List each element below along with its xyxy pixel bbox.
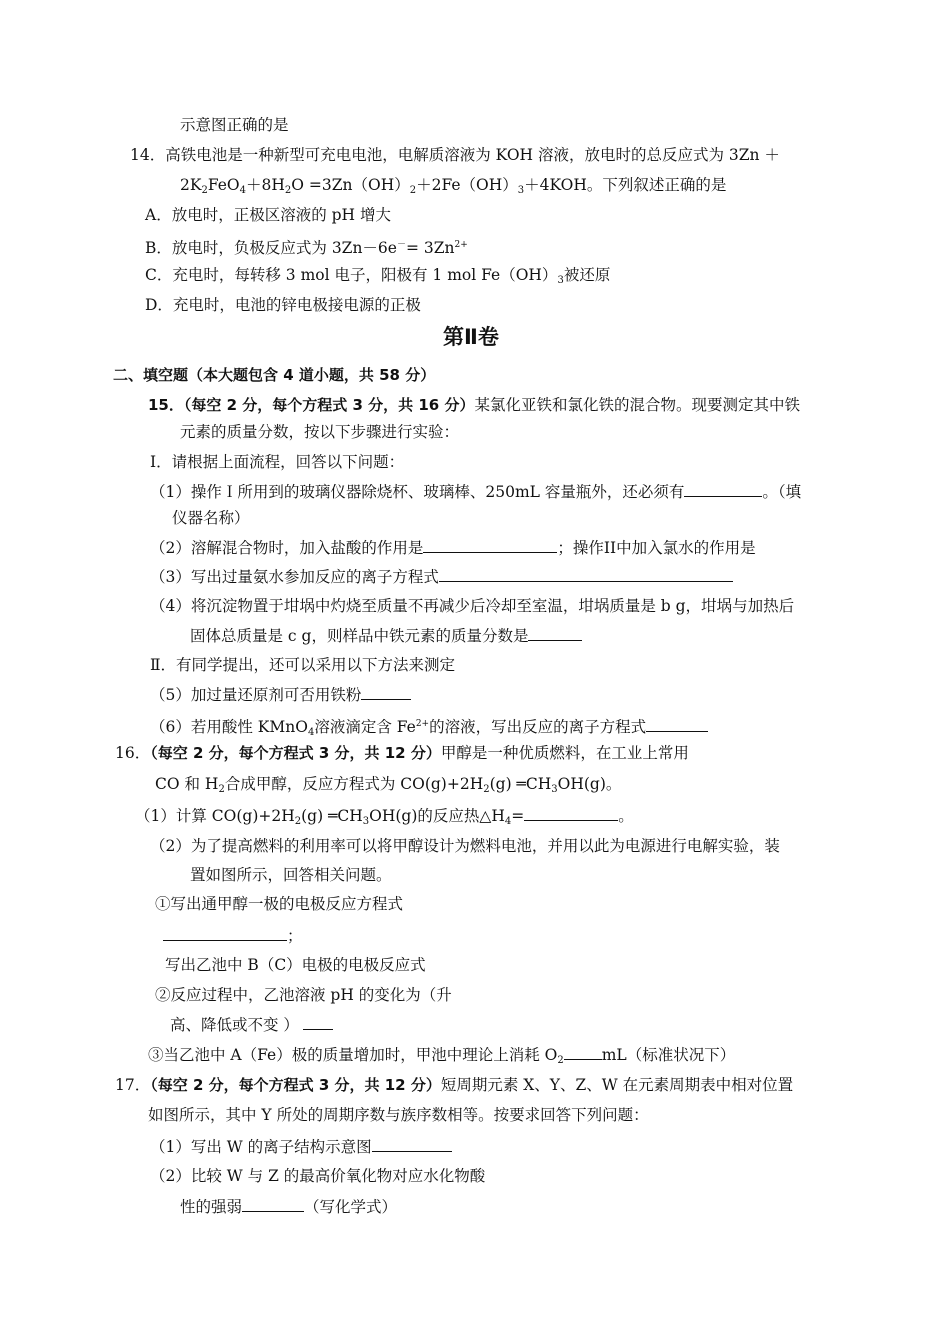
q16-blank-4[interactable] xyxy=(564,1043,602,1060)
q14-option-b: B．放电时，负极反应式为 $3Zn-6e^-= 3Zn^{2+}$ xyxy=(145,239,468,257)
q15-sub2: （2）溶解混合物时，加入盐酸的作用是 ；操作II中加入氯水的作用是 xyxy=(150,536,756,559)
q16-sub1: （1）计算 $CO(g)+2H_2(g)$ $═CH_3OH(g)$的反应热$\triangle H_4=$ 。 xyxy=(135,804,634,833)
q15-sub4-cont: 固体总质量是 c g，则样品中铁元素的质量分数是 xyxy=(190,624,582,647)
q14-option-c: C．充电时，每转移 3 mol 电子，阳极有 1 mol $Fe(OH)_3$被还原 xyxy=(145,266,611,286)
q14-option-d: D．充电时，电池的锌电极接电源的正极 xyxy=(145,296,421,314)
q15-blank-6[interactable] xyxy=(646,715,708,732)
q15-part2: Ⅱ．有同学提出，还可以采用以下方法来测定 xyxy=(150,656,456,674)
q15-header: 15．（每空 2 分，每个方程式 3 分，共 16 分）某氯化亚铁和氯化铁的混合物。现要测定其中铁 xyxy=(148,396,800,414)
q15-sub1: （1）操作Ｉ所用到的玻璃仪器除烧杯、玻璃棒、250mL 容量瓶外，还必须有 。（填 xyxy=(150,480,801,503)
q15-part1: Ⅰ．请根据上面流程，回答以下问题： xyxy=(150,453,405,471)
q16-header: 16．（每空 2 分，每个方程式 3 分，共 12 分）甲醇是一种优质燃料，在工业上常用 xyxy=(115,744,689,762)
q15-blank-3[interactable] xyxy=(439,565,733,582)
q15-blank-4[interactable] xyxy=(528,624,582,641)
q15-header-line2: 元素的质量分数，按以下步骤进行实验： xyxy=(180,423,460,441)
q14-option-a: A．放电时，正极区溶液的 pH 增大 xyxy=(145,206,391,224)
q16-blank-2[interactable] xyxy=(163,924,287,941)
q17-sub1: （1）写出 W 的离子结构示意图 xyxy=(150,1135,452,1158)
q16-c1-blank-line: ； xyxy=(163,924,303,947)
q17-blank-2[interactable] xyxy=(242,1195,304,1212)
q15-blank-5[interactable] xyxy=(361,683,411,700)
q14-stem-line2: $2K_2FeO_4+8H_2O =3Zn(OH)_2+2Fe(OH)_3+4KOH$。下列叙述正确的是 xyxy=(180,176,727,196)
q15-sub6: （6）若用酸性 KMnO$_4$溶液滴定含 $Fe^{2+}$的溶液，写出反应的离子方程式 xyxy=(150,713,708,744)
q16-blank-1[interactable] xyxy=(524,804,618,821)
q17-header: 17．（每空 2 分，每个方程式 3 分，共 12 分）短周期元素 X、Y、Z、W 在元素周期表中相对位置 xyxy=(115,1076,794,1094)
q16-sub2: （2）为了提高燃料的利用率可以将甲醇设计为燃料电池，并用以此为电源进行电解实验，装 xyxy=(150,837,780,855)
q15-sub1-cont: 仪器名称） xyxy=(172,509,250,527)
q15-blank-1[interactable] xyxy=(684,480,762,497)
q16-c1b: 写出乙池中 B（C）电极的电极反应式 xyxy=(165,956,426,974)
q15-sub4: （4）将沉淀物置于坩埚中灼烧至质量不再减少后冷却至室温，坩埚质量是 b g，坩埚与加热后 xyxy=(150,597,795,615)
q15-blank-2[interactable] xyxy=(423,536,557,553)
q17-header-line2: 如图所示，其中 Y 所处的周期序数与族序数相等。按要求回答下列问题： xyxy=(148,1106,649,1124)
part2-title: 第Ⅱ卷 xyxy=(443,325,499,349)
q16-c3: ③当乙池中 A（Fe）极的质量增加时，甲池中理论上消耗 $O_2$ mL（标准状况下） xyxy=(148,1043,735,1072)
q16-blank-3[interactable] xyxy=(303,1013,333,1030)
q17-sub2: （2）比较 W 与 Z 的最高价氧化物对应水化物酸 xyxy=(150,1167,486,1185)
q17-blank-1[interactable] xyxy=(372,1135,452,1152)
section2-heading: 二、填空题（本大题包含 4 道小题，共 58 分） xyxy=(113,366,436,384)
q16-c2: ②反应过程中，乙池溶液 pH 的变化为（升 xyxy=(155,986,452,1004)
q15-sub3: （3）写出过量氨水参加反应的离子方程式 xyxy=(150,565,733,588)
q16-c2-cont: 高、降低或不变 ） xyxy=(170,1013,333,1036)
q14-stem-line1: 14．高铁电池是一种新型可充电电池，电解质溶液为 KOH 溶液，放电时的总反应式为 3Zn ＋ xyxy=(130,146,780,164)
q16-header-line2: CO 和 $H_2$合成甲醇，反应方程式为 $CO(g)+2H_2(g)$ $═CH_3OH(g)$。 xyxy=(155,775,622,795)
q16-c1: ①写出通甲醇一极的电极反应方程式 xyxy=(155,895,404,913)
q15-sub5: （5）加过量还原剂可否用铁粉 xyxy=(150,683,411,706)
q17-sub2-cont: 性的强弱 （写化学式） xyxy=(180,1195,397,1218)
q16-sub2-cont: 置如图所示，回答相关问题。 xyxy=(190,866,392,884)
q13-tail: 示意图正确的是 xyxy=(180,116,289,134)
